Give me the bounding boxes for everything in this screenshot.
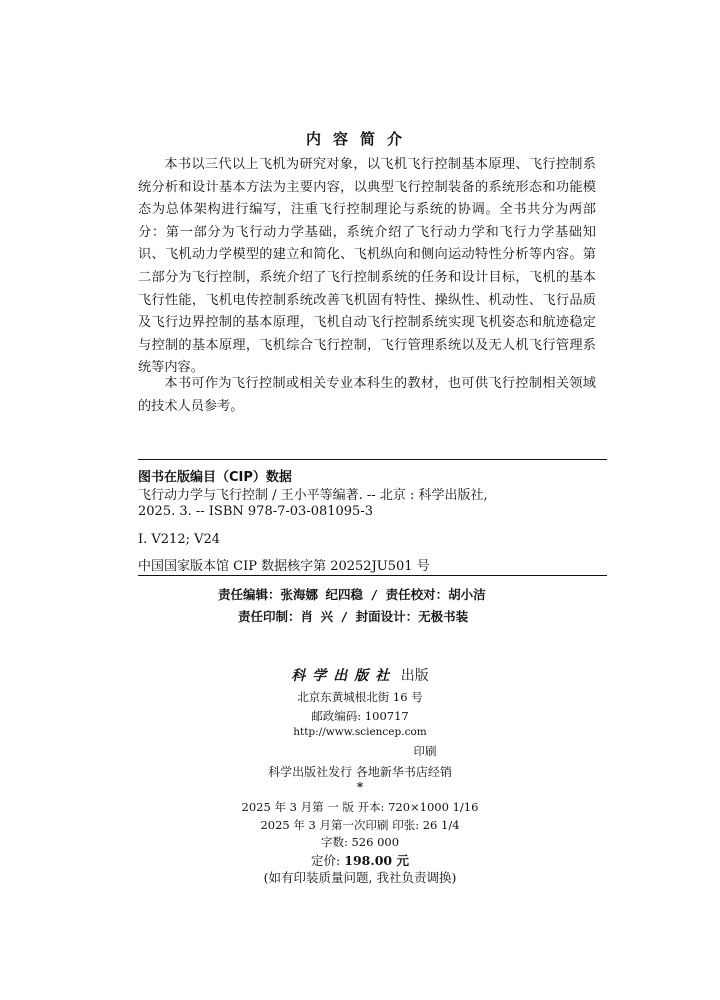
separator-star: * <box>356 780 364 794</box>
cip-bottom-divider <box>138 575 607 576</box>
staff-production: 责任印制：肖 兴 / 封面设计：无极书装 <box>238 609 469 624</box>
edition-line-2: 2025 年 3 月第一次印刷 印张: 26 1/4 <box>260 818 460 832</box>
printer-line: 印刷 <box>413 744 437 758</box>
publisher-postcode: 邮政编码: 100717 <box>311 709 409 723</box>
price-line <box>0 851 720 869</box>
price-value: 198.00 元 <box>344 853 409 868</box>
cip-title: 图书在版编目（CIP）数据 <box>138 470 292 485</box>
quality-note: (如有印装质量问题, 我社负责调换) <box>263 870 457 885</box>
distribution-line: 科学出版社发行 各地新华书店经销 <box>268 765 452 779</box>
word-count: 字数: 526 000 <box>320 835 400 849</box>
summary-paragraph-1: 本书以三代以上飞机为研究对象，以飞机飞行控制基本原理、飞行控制系统分析和设计基本方法为主要内容，以典型飞行控制装备的系统形态和功能模态为总体架构进行编写，注重飞行控制理论与系统的协调。全书共分为两部分：第一部分为飞行动力学基础，系统介绍了飞行动力学和飞行力学基础知识、飞机动力学模型的建立和简化、飞机纵向和侧向运动特性分析等内容。第二部分为飞行控制，系统介绍了飞行控制系统的任务和设计目标，飞机的基本飞行性能，飞机电传控制系统改善飞机固有特性、操纵性、机动性、飞行品质及飞行边界控制的基本原理，飞机自动飞行控制系统实现飞机姿态和航迹稳定与控制的基本原理，飞机综合飞行控制，飞行管理系统以及无人机飞行管理系统等内容。 <box>138 157 596 376</box>
cip-bibliographic-line-2: 2025. 3. -- ISBN 978-7-03-081095-3 <box>138 504 373 519</box>
cip-record-number: 中国国家版本馆 CIP 数据核字第 20252JU501 号 <box>138 559 430 574</box>
price-label: 定价: <box>311 853 341 868</box>
publisher-address: 北京东黄城根北街 16 号 <box>297 690 423 704</box>
summary-paragraph-2: 本书可作为飞行控制或相关专业本科生的教材，也可供飞行控制相关领域的技术人员参考。 <box>138 376 596 414</box>
cip-top-divider <box>138 459 607 460</box>
publisher-suffix: 出版 <box>400 668 429 684</box>
cip-bibliographic-line-1: 飞行动力学与飞行控制 / 王小平等编著. -- 北京 : 科学出版社, <box>138 488 488 503</box>
staff-editors: 责任编辑：张海娜 纪四稳 / 责任校对：胡小洁 <box>218 587 486 602</box>
cip-classification: I. V212; V24 <box>138 532 221 547</box>
publisher-name: 科学出版社 <box>291 668 397 684</box>
edition-line-1: 2025 年 3 月第 一 版 开本: 720×1000 1/16 <box>241 800 479 814</box>
publisher-url: http://www.sciencep.com <box>293 726 427 738</box>
publisher-line <box>0 665 720 685</box>
summary-title: 内容简介 <box>305 130 414 148</box>
